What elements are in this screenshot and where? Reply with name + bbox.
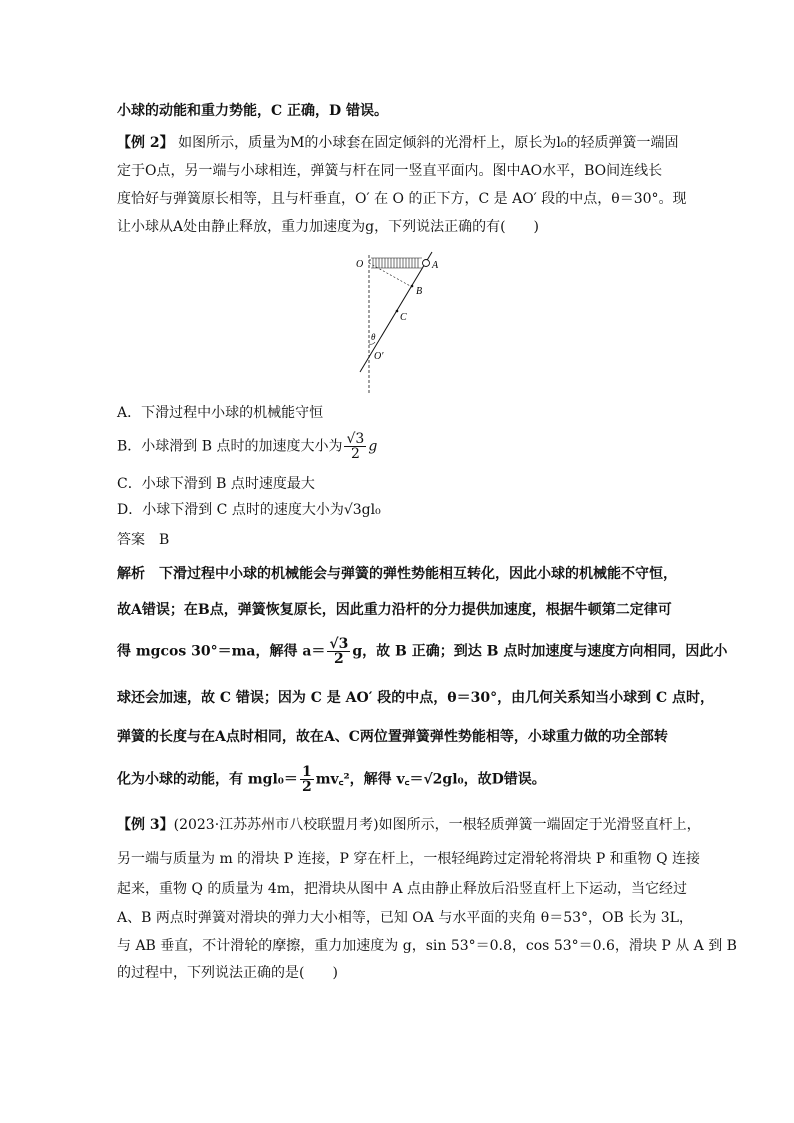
analysis-line-3-tail: g，故 B 正确；到达 B 点时加速度与速度方向相同，因此小 bbox=[352, 643, 728, 660]
example-3-tag: 【例 3】 bbox=[117, 817, 174, 833]
option-b-denominator: 2 bbox=[350, 446, 360, 462]
option-d-root: √3gl₀ bbox=[343, 502, 381, 518]
option-b-fraction bbox=[344, 432, 366, 461]
label-b: B bbox=[416, 286, 423, 297]
label-theta: θ bbox=[371, 332, 376, 342]
example-3-line-5: 与 AB 垂直，不计滑轮的摩擦，重力加速度为 g，sin 53°＝0.8，cos 53°＝0.6，滑块 P 从 A 到 B bbox=[117, 938, 737, 954]
label-c: C bbox=[400, 312, 407, 323]
label-o: O bbox=[356, 259, 364, 270]
analysis-line-2: 故A错误；在B点，弹簧恢复原长，因此重力沿杆的分力提供加速度，根据牛顿第二定律可 bbox=[117, 602, 672, 618]
spring bbox=[369, 258, 422, 268]
analysis-line-4: 球还会加速，故 C 错误；因为 C 是 AO′ 段的中点，θ＝30°，由几何关系知当小球到 C 点时， bbox=[117, 690, 714, 706]
analysis-line-5: 弹簧的长度与在A点时相同，故在A、C两位置弹簧弹性势能相等，小球重力做的功全部转 bbox=[117, 729, 668, 745]
analysis-line-6 bbox=[117, 765, 546, 794]
analysis-fraction-a-den: 2 bbox=[334, 651, 344, 667]
example-2-text-1: 如图所示，质量为M的小球套在固定倾斜的光滑杆上，原长为l₀的轻质弹簧一端固 bbox=[178, 135, 679, 151]
bo-dashed-line bbox=[369, 263, 412, 287]
analysis-line-6-mid: mv꜀²，解得 v꜀＝ bbox=[315, 771, 424, 788]
example-2-line-3: 度恰好与弹簧原长相等，且与杆垂直，O′ 在 O 的正下方，C 是 AO′ 段的中点，θ＝30°。现 bbox=[117, 191, 687, 207]
label-o-prime: O′ bbox=[374, 351, 384, 362]
analysis-line-3 bbox=[117, 637, 727, 666]
example-2-line-1 bbox=[117, 133, 679, 153]
analysis-fraction-a bbox=[327, 637, 350, 666]
label-a: A bbox=[432, 260, 439, 271]
option-d bbox=[117, 500, 381, 520]
example-3-line-2: 另一端与质量为 m 的滑块 P 连接，P 穿在杆上，一根轻绳跨过定滑轮将滑块 P 和重物 Q 连接 bbox=[117, 851, 701, 867]
top-line: 小球的动能和重力势能，C 正确，D 错误。 bbox=[117, 103, 389, 119]
example-2-line-2: 定于O点，另一端与小球相连，弹簧与杆在同一竖直平面内。图中AO水平，BO间连线长 bbox=[117, 163, 663, 179]
answer-line: 答案 B bbox=[117, 532, 170, 548]
option-c: C．小球下滑到 B 点时速度最大 bbox=[117, 476, 315, 492]
option-b-text: B．小球滑到 B 点时的加速度大小为 bbox=[117, 438, 343, 455]
option-d-text: D．小球下滑到 C 点时的速度大小为 bbox=[117, 502, 344, 518]
example-3-line-3: 起来，重物 Q 的质量为 4m，把滑块从图中 A 点由静止释放后沿竖直杆上下运动，当它经过 bbox=[117, 881, 688, 897]
analysis-line-3-text: 得 mgcos 30°＝ma，解得 a＝ bbox=[117, 643, 326, 660]
analysis-fraction-half-den: 2 bbox=[301, 779, 312, 795]
point-b bbox=[411, 285, 414, 288]
analysis-line-6-root: √2gl₀ bbox=[423, 771, 464, 788]
analysis-line-6-tail: ，故D错误。 bbox=[463, 771, 546, 788]
option-b-numerator: √3 bbox=[346, 431, 365, 447]
analysis-fraction-half-num: 1 bbox=[301, 764, 312, 780]
example-2-line-4: 让小球从A处由静止释放，重力加速度为g，下列说法正确的有( ) bbox=[117, 219, 539, 235]
ball bbox=[423, 260, 430, 267]
analysis-line-6-text: 化为小球的动能，有 mgl₀＝ bbox=[117, 771, 298, 788]
theta-arc bbox=[369, 342, 375, 344]
example-3-line-6: 的过程中，下列说法正确的是( ) bbox=[117, 965, 338, 981]
example-3-line-1 bbox=[117, 815, 701, 835]
analysis-line-1: 解析 下滑过程中小球的机械能会与弹簧的弹性势能相互转化，因此小球的机械能不守恒， bbox=[117, 566, 677, 582]
analysis-fraction-a-num: √3 bbox=[329, 636, 349, 652]
option-b-unit: g bbox=[368, 438, 378, 455]
example-3-text-1: (2023·江苏苏州市八校联盟月考)如图所示，一根轻质弹簧一端固定于光滑竖直杆上， bbox=[173, 817, 701, 833]
point-c bbox=[396, 310, 399, 313]
option-a: A．下滑过程中小球的机械能守恒 bbox=[117, 405, 324, 421]
inclined-rod bbox=[360, 252, 432, 372]
option-b bbox=[117, 432, 377, 461]
example-3-line-4: A、B 两点时弹簧对滑块的弹力大小相等，已知 OA 与水平面的夹角 θ＝53°，OB 长为 3L， bbox=[117, 910, 693, 926]
spring-rod-diagram bbox=[340, 250, 450, 395]
example-2-tag: 【例 2】 bbox=[117, 135, 174, 151]
analysis-fraction-half bbox=[300, 765, 314, 794]
